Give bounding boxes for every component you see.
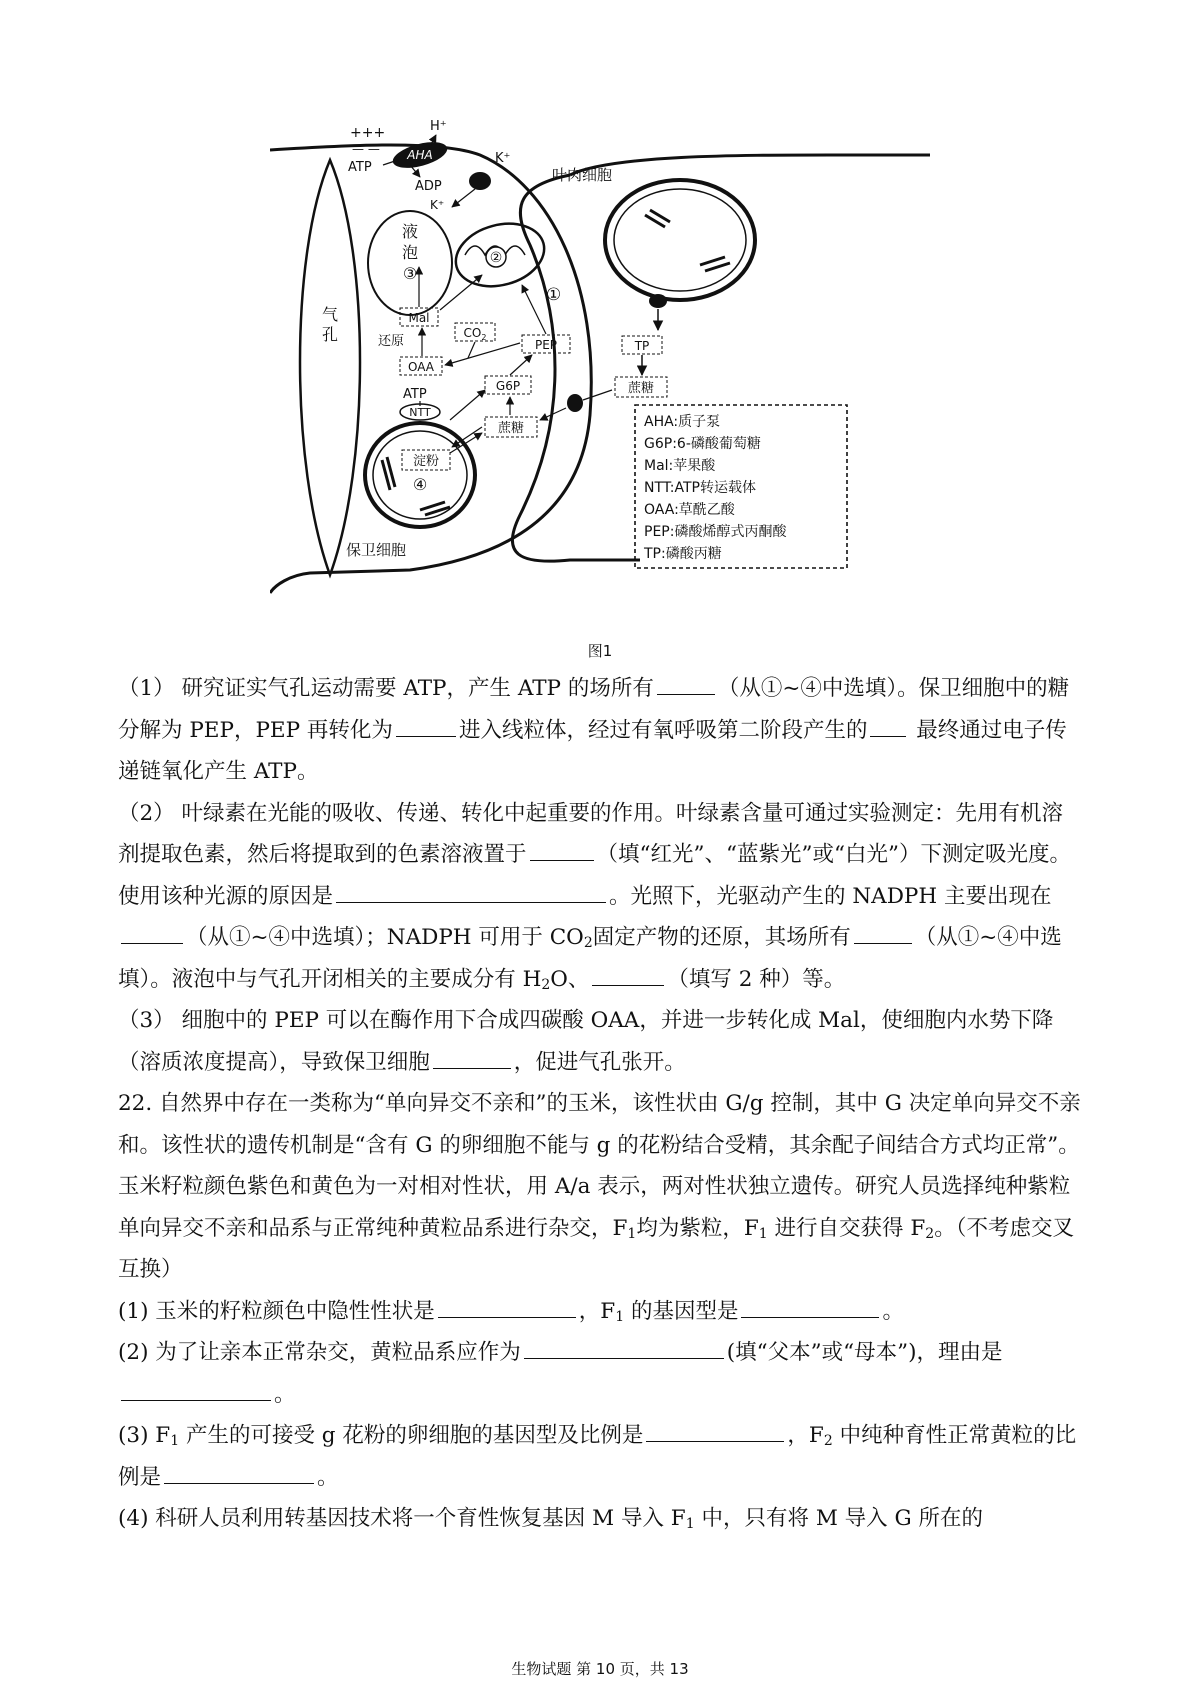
g6p-label: G6P bbox=[495, 379, 521, 393]
sub-question-2: (2) 为了让亲本正常杂交，黄粒品系应作为 (填“父本”或“母本”)，理由是。 bbox=[118, 1332, 1083, 1415]
pathway-number-1: ① bbox=[546, 285, 562, 305]
reduction-label: 还原 bbox=[378, 334, 405, 349]
vacuole-label-1: 液 bbox=[401, 222, 419, 241]
mesophyll-chloroplast bbox=[605, 180, 755, 300]
sub-question-3: (3) $F_1$ 产生的可接受 g 花粉的卵细胞的基因型及比例是 ，$F_2$ 中纯种育性正常黄粒的比例是 。 bbox=[118, 1415, 1083, 1498]
legend-item: NTT:ATP转运载体 bbox=[644, 480, 756, 496]
answer-blank[interactable] bbox=[592, 963, 664, 986]
legend-item: AHA:质子泵 bbox=[644, 414, 721, 430]
question-3: （3） 细胞中的 PEP 可以在酶作用下合成四碳酸 OAA，并进一步转化成 Mal，使细胞内水势下降（溶质浓度提高），导致保卫细胞 ，促进气孔张开。 bbox=[118, 1008, 1054, 1075]
answer-blank[interactable] bbox=[870, 714, 906, 737]
answer-blank[interactable] bbox=[336, 880, 606, 903]
question-body bbox=[118, 668, 1083, 1540]
legend-item: G6P:6-磷酸葡萄糖 bbox=[644, 436, 761, 452]
answer-blank[interactable] bbox=[854, 921, 912, 944]
answer-blank[interactable] bbox=[741, 1295, 879, 1318]
page-footer: 生物试题 第 10 页，共 13 bbox=[511, 1660, 689, 1678]
vacuole-label-2: 泡 bbox=[401, 243, 419, 262]
mal-label: Mal bbox=[408, 311, 430, 325]
vacuole-number: ③ bbox=[402, 264, 418, 283]
answer-blank[interactable] bbox=[121, 921, 183, 944]
ntt-label: NTT bbox=[409, 406, 431, 419]
atp-ntt-label: ATP bbox=[403, 387, 427, 402]
question-1: （1） 研究证实气孔运动需要 ATP，产生 ATP 的场所有 （从①~④中选填）。保卫细胞中的糖分解为 PEP，PEP 再转化为 进入线粒体，经过有氧呼吸第二阶段产生的 最终通过电子传递链氧化产生 ATP。 bbox=[118, 668, 1083, 793]
mesophyll-transporter bbox=[649, 294, 667, 308]
answer-blank[interactable] bbox=[438, 1295, 576, 1318]
mesophyll-label: 叶肉细胞 bbox=[552, 166, 613, 184]
adp-label: ADP bbox=[415, 179, 442, 194]
question-22: 22. 自然界中存在一类称为“单向异交不亲和”的玉米，该性状由 G/g 控制，其中 G 决定单向异交不亲和。该性状的遗传机制是“含有 G 的卵细胞不能与 g 的花粉结合受精，其余配子间结合方式均正常”。玉米籽粒颜色紫色和黄色为一对相对性状，用 A/a 表示，两对性状独立遗传。研究人员选择纯种紫粒单向异交不亲和品系与正常纯种黄粒品系进行杂交，$F_1$均为紫粒，$F_1$ 进行自交获得 $F_2$。（不考虑交叉互换） bbox=[118, 1091, 1081, 1282]
answer-blank[interactable] bbox=[657, 672, 715, 695]
answer-blank[interactable] bbox=[396, 714, 456, 737]
answer-blank[interactable] bbox=[646, 1419, 784, 1442]
sucrose-guard-label: 蔗糖 bbox=[497, 421, 525, 436]
answer-blank[interactable] bbox=[530, 838, 594, 861]
mitochondrion-number: ② bbox=[489, 250, 503, 266]
proton-pump-label: AHA bbox=[407, 148, 433, 162]
figure-caption: 图1 bbox=[587, 642, 613, 660]
stoma-label-2: 孔 bbox=[322, 325, 339, 344]
answer-blank[interactable] bbox=[164, 1461, 314, 1484]
answer-blank[interactable] bbox=[524, 1336, 724, 1359]
co2-label: $CO_2$ bbox=[463, 326, 487, 342]
sub-question-4: (4) 科研人员利用转基因技术将一个育性恢复基因 M 导入 $F_1$ 中，只有将 M 导入 G 所在的 bbox=[118, 1506, 984, 1532]
sucrose-meso-label: 蔗糖 bbox=[627, 381, 655, 396]
starch-label: 淀粉 bbox=[412, 454, 440, 469]
legend-item: TP:磷酸丙糖 bbox=[644, 546, 722, 562]
guard-cell-label: 保卫细胞 bbox=[346, 541, 407, 559]
k-channel bbox=[469, 172, 491, 190]
h-ion-label: H⁺ bbox=[430, 119, 447, 134]
question-2: （2） 叶绿素在光能的吸收、传递、转化中起重要的作用。叶绿素含量可通过实验测定：先用有机溶剂提取色素，然后将提取到的色素溶液置于 （填“红光”、“蓝紫光”或“白光”）下测定吸光度。使用该种光源的原因是 。光照下，光驱动产生的 NADPH 主要出现在（从①~④中选填）；NADPH 可用于 $CO_2$固定产物的还原，其场所有 （从①~④中选填）。液泡中与气孔开闭相关的主要成分有 $H_2O$、 （填写 2 种）等。 bbox=[118, 800, 1071, 993]
k-ion-inner-label: K⁺ bbox=[430, 198, 445, 212]
legend-item: OAA:草酰乙酸 bbox=[644, 502, 735, 518]
legend bbox=[643, 414, 787, 562]
atp-top-label: ATP bbox=[348, 160, 372, 175]
mesophyll-cell-outline bbox=[512, 155, 930, 561]
chloro-number: ④ bbox=[412, 475, 428, 494]
membrane-plus: +++ bbox=[350, 125, 386, 141]
sub-question-1: (1) 玉米的籽粒颜色中隐性性状是 ，$F_1$ 的基因型是 。 bbox=[118, 1291, 1083, 1333]
legend-item: PEP:磷酸烯醇式丙酮酸 bbox=[644, 524, 787, 540]
tp-label: TP bbox=[634, 339, 650, 353]
legend-item: Mal:苹果酸 bbox=[644, 458, 716, 474]
answer-blank[interactable] bbox=[121, 1378, 271, 1401]
pep-label: PEP bbox=[534, 338, 558, 352]
membrane-minus: — — bbox=[352, 142, 380, 156]
cell-diagram bbox=[270, 115, 930, 635]
oaa-label: OAA bbox=[408, 360, 434, 374]
answer-blank[interactable] bbox=[433, 1046, 511, 1069]
sucrose-transporter bbox=[567, 394, 583, 412]
stoma-label-1: 气 bbox=[322, 305, 339, 324]
k-ion-top-label: K⁺ bbox=[495, 151, 511, 166]
stoma-pore bbox=[300, 160, 360, 575]
